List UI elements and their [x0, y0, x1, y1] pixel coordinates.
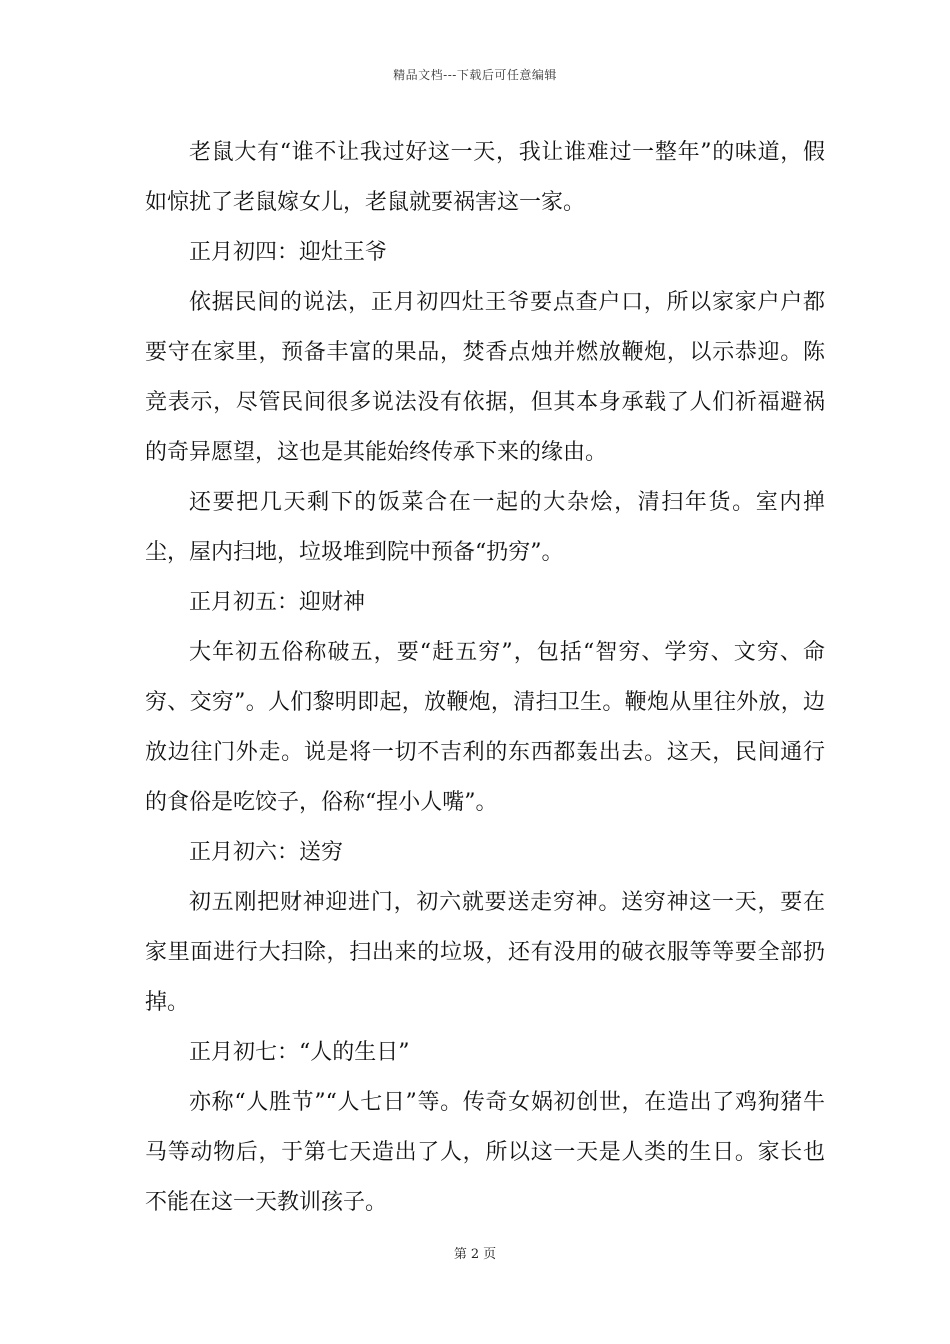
page-header: 精品文档---下载后可任意编辑 — [393, 68, 557, 82]
footer-suffix: 页 — [483, 1247, 497, 1262]
page-number: 2 — [470, 1247, 480, 1262]
paragraph: 依据民间的说法，正月初四灶王爷要点查户口，所以家家户户都要守在家里，预备丰富的果品，焚香点烛并燃放鞭炮，以示恭迎。陈竞表示，尽管民间很多说法没有依据，但其本身承载了人们祈福避祸的奇异愿望，这也是其能始终传承下来的缘由。 — [145, 290, 825, 465]
paragraph: 初五刚把财神迎进门，初六就要送走穷神。送穷神这一天，要在家里面进行大扫除，扫出来的垃圾，还有没用的破衣服等等要全部扔掉。 — [145, 890, 825, 1015]
paragraph: 亦称“人胜节”“人七日”等。传奇女娲初创世，在造出了鸡狗猪牛马等动物后，于第七天造出了人，所以这一天是人类的生日。家长也不能在这一天教训孩子。 — [145, 1090, 825, 1215]
section-heading: 正月初六：送穷 — [189, 840, 344, 865]
section-heading: 正月初五：迎财神 — [189, 590, 366, 615]
paragraph: 大年初五俗称破五，要“赶五穷”，包括“智穷、学穷、文穷、命穷、交穷”。人们黎明即起，放鞭炮，清扫卫生。鞭炮从里往外放，边放边往门外走。说是将一切不吉利的东西都轰出去。这天，民间通行的食俗是吃饺子，俗称“捏小人嘴”。 — [145, 640, 825, 815]
footer-prefix: 第 — [453, 1247, 467, 1262]
document-body — [145, 128, 825, 1228]
paragraph: 还要把几天剩下的饭菜合在一起的大杂烩，清扫年货。室内掸尘，屋内扫地，垃圾堆到院中预备“扔穷”。 — [145, 490, 825, 565]
paragraph: 老鼠大有“谁不让我过好这一天，我让谁难过一整年”的味道，假如惊扰了老鼠嫁女儿，老鼠就要祸害这一家。 — [145, 140, 825, 215]
page-footer — [0, 1243, 950, 1262]
section-heading: 正月初七：“人的生日” — [189, 1040, 410, 1065]
section-heading: 正月初四：迎灶王爷 — [189, 240, 388, 265]
